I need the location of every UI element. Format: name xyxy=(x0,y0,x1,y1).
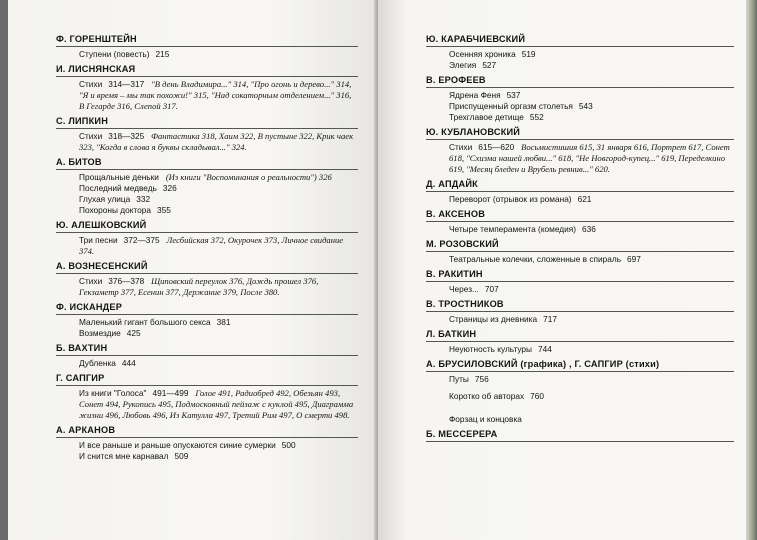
author-name: Ф. ГОРЕНШТЕЙН xyxy=(56,34,137,44)
author-name: М. РОЗОВСКИЙ xyxy=(426,239,499,249)
entry-title: Глухая улица xyxy=(79,194,131,204)
section-divider xyxy=(56,273,358,274)
toc-section xyxy=(426,359,734,425)
page-number: 527 xyxy=(482,60,497,70)
toc-entry xyxy=(79,235,358,257)
entry-title: Коротко об авторах xyxy=(449,391,525,401)
author-name: В. АКСЕНОВ xyxy=(426,209,486,219)
section-divider xyxy=(426,87,734,88)
page-number: 636 xyxy=(582,224,596,234)
toc-section xyxy=(56,116,358,153)
contents-list: Голое 491, Радиобред 492, Обезьян 493, Сонет 494, Рукопись 495, Подмосковный пейзаж с куклой 495, Диаграмма жизни 496, Любовь 496, Из Катулла 497, Третий Рим 497, О смерти 498. xyxy=(79,388,354,420)
page-number: 318—325 xyxy=(108,131,145,141)
toc-entry xyxy=(79,49,358,60)
page-number: 381 xyxy=(216,317,231,327)
page-number: 500 xyxy=(281,440,296,450)
section-divider xyxy=(56,232,358,233)
toc-entry xyxy=(449,391,734,402)
works-list xyxy=(426,374,734,425)
page-number: 425 xyxy=(126,328,141,338)
toc-section xyxy=(56,373,358,421)
author-name: Г. САПГИР xyxy=(56,373,105,383)
page-number: 326 xyxy=(162,183,177,193)
works-list xyxy=(426,224,734,235)
author-name: Ю. КАРАБЧИЕВСКИЙ xyxy=(426,34,526,44)
author-name: А. БИТОВ xyxy=(56,157,102,167)
author-name: И. ЛИСНЯНСКАЯ xyxy=(56,64,136,74)
toc-section xyxy=(426,299,734,325)
author-name: Д. АПДАЙК xyxy=(426,179,478,189)
entry-title: Страницы из дневника xyxy=(449,314,538,324)
toc-entry xyxy=(79,317,358,328)
toc-section xyxy=(426,329,734,355)
author-name: С. ЛИПКИН xyxy=(56,116,109,126)
works-list xyxy=(56,317,358,339)
entry-title: Маленький гигант большого секса xyxy=(79,317,211,327)
works-list xyxy=(56,235,358,257)
toc-entry xyxy=(449,142,734,175)
author-name: Ю. КУБЛАНОВСКИЙ xyxy=(426,127,521,137)
contents-list: (Из книги "Воспоминания о реальности") 326 xyxy=(165,172,332,182)
page-number: 314—317 xyxy=(108,79,145,89)
section-divider xyxy=(56,128,358,129)
entry-title: Осенняя хроника xyxy=(449,49,516,59)
toc-entry xyxy=(449,60,734,71)
contents-list: Фантастика 318, Хаим 322, В пустыне 322, Крик чаек 323, "Когда в слова я буквы складывал..." 324. xyxy=(79,131,354,152)
toc-entry xyxy=(79,205,358,216)
page-number: 621 xyxy=(577,194,592,204)
toc-entry xyxy=(449,90,734,101)
works-list xyxy=(426,344,734,355)
page-number: 519 xyxy=(521,49,536,59)
works-list xyxy=(426,90,734,123)
toc-entry xyxy=(449,112,734,123)
entry-title: Переворот (отрывок из романа) xyxy=(449,194,572,204)
section-divider xyxy=(426,251,734,252)
works-list xyxy=(56,388,358,421)
toc-entry xyxy=(79,358,358,369)
author-name: А. БРУСИЛОВСКИЙ (графика) , Г. САПГИР (стихи) xyxy=(426,359,660,369)
contents-list: Щиповский переулок 376, Дождь прошел 376, Гекзаметр 377, Есенин 377, Держание 379, После 380. xyxy=(79,276,319,297)
toc-entry xyxy=(449,414,734,425)
works-list xyxy=(56,440,358,462)
toc-section xyxy=(56,425,358,462)
toc-section xyxy=(426,75,734,123)
author-name: В. ТРОСТНИКОВ xyxy=(426,299,504,309)
section-divider xyxy=(426,311,734,312)
works-list xyxy=(56,79,358,112)
page-number: 744 xyxy=(538,344,552,354)
entry-title: Театральные колечки, сложенные в спираль xyxy=(449,254,622,264)
section-divider xyxy=(426,441,734,442)
page-number: 552 xyxy=(529,112,544,122)
entry-title: И все раньше и раньше опускаются синие сумерки xyxy=(79,440,276,450)
page-number: 215 xyxy=(155,49,170,59)
entry-title: Неуютность культуры xyxy=(449,344,533,354)
page-number: 491—499 xyxy=(152,388,189,398)
toc-entry xyxy=(79,451,358,462)
works-list xyxy=(426,314,734,325)
toc-entry xyxy=(79,328,358,339)
toc-entry xyxy=(79,388,358,421)
page-number: 376—378 xyxy=(108,276,145,286)
page-number: 760 xyxy=(530,391,544,401)
contents-list: Лесбийская 372, Окурочек 373, Личное свидание 374. xyxy=(79,235,344,256)
page-number: 332 xyxy=(136,194,151,204)
toc-entry xyxy=(449,254,734,265)
section-divider xyxy=(56,314,358,315)
works-list xyxy=(426,142,734,175)
toc-entry xyxy=(79,440,358,451)
page-number: 543 xyxy=(578,101,593,111)
contents-list: Восьмистишия 615, 31 января 616, Портрет 617, Сонет 618, "Схизма нашей любви..." 618, "Не Новгород-купец..." 619, Переделкино 619, "Месяц бледен и Врубель ревнив..." 620. xyxy=(449,142,730,174)
works-list xyxy=(426,254,734,265)
page-number: 444 xyxy=(121,358,136,368)
works-list xyxy=(426,194,734,205)
section-divider xyxy=(426,46,734,47)
toc-entry xyxy=(79,79,358,112)
author-name: В. ЕРОФЕЕВ xyxy=(426,75,486,85)
author-name: Ю. АЛЕШКОВСКИЙ xyxy=(56,220,147,230)
toc-section xyxy=(426,127,734,175)
toc-entry xyxy=(79,194,358,205)
works-list xyxy=(56,276,358,298)
toc-section xyxy=(56,157,358,216)
section-divider xyxy=(56,355,358,356)
author-name: А. АРКАНОВ xyxy=(56,425,116,435)
page-number: 615—620 xyxy=(478,142,515,152)
entry-title: Из книги "Голоса" xyxy=(79,388,147,398)
toc-section xyxy=(426,269,734,295)
toc-section xyxy=(426,179,734,205)
page-number: 697 xyxy=(627,254,641,264)
author-name: Б. МЕССЕРЕРА xyxy=(426,429,498,439)
toc-entry xyxy=(449,194,734,205)
entry-title: Дубленка xyxy=(79,358,116,368)
section-divider xyxy=(426,371,734,372)
page-number: 372—375 xyxy=(123,235,160,245)
toc-section xyxy=(56,34,358,60)
entry-title: Стихи xyxy=(79,276,103,286)
page-number: 717 xyxy=(543,314,557,324)
toc-entry xyxy=(79,276,358,298)
author-name: Л. БАТКИН xyxy=(426,329,477,339)
left-page xyxy=(8,0,378,540)
section-divider xyxy=(426,341,734,342)
section-divider xyxy=(426,191,734,192)
section-divider xyxy=(56,437,358,438)
entry-title: Прощальные деньки xyxy=(79,172,159,182)
entry-title: Четыре темперамента (комедия) xyxy=(449,224,577,234)
entry-title: Стихи xyxy=(449,142,473,152)
section-divider xyxy=(56,385,358,386)
toc-entry xyxy=(79,183,358,194)
entry-title: Последний медведь xyxy=(79,183,157,193)
section-divider xyxy=(56,169,358,170)
page-number: 509 xyxy=(174,451,189,461)
toc-entry xyxy=(449,314,734,325)
author-name: Б. ВАХТИН xyxy=(56,343,108,353)
toc-section xyxy=(56,302,358,339)
toc-entry xyxy=(449,344,734,355)
toc-section xyxy=(426,429,734,442)
author-name: А. ВОЗНЕСЕНСКИЙ xyxy=(56,261,148,271)
toc-section xyxy=(426,239,734,265)
toc-section xyxy=(426,34,734,71)
author-name: В. РАКИТИН xyxy=(426,269,483,279)
toc-entry xyxy=(449,284,734,295)
works-list xyxy=(426,284,734,295)
right-page xyxy=(378,0,746,540)
toc-section xyxy=(426,209,734,235)
toc-section xyxy=(56,64,358,112)
section-divider xyxy=(426,281,734,282)
entry-title: И снится мне карнавал xyxy=(79,451,169,461)
entry-title: Путы xyxy=(449,374,469,384)
entry-title: Похороны доктора xyxy=(79,205,151,215)
entry-title: Трехглавое детище xyxy=(449,112,524,122)
toc-entry xyxy=(449,224,734,235)
toc-section xyxy=(56,343,358,369)
entry-title: Три песни xyxy=(79,235,118,245)
works-list xyxy=(56,172,358,216)
entry-title: Элегия xyxy=(449,60,477,70)
toc-entry xyxy=(79,172,358,183)
entry-title: Стихи xyxy=(79,131,103,141)
entry-title: Возмездие xyxy=(79,328,121,338)
section-divider xyxy=(426,139,734,140)
works-list xyxy=(56,358,358,369)
page-edge xyxy=(746,0,757,540)
page-number: 355 xyxy=(156,205,171,215)
works-list xyxy=(56,49,358,60)
toc-entry xyxy=(79,131,358,153)
contents-list: "В день Владимира..." 314, "Про огонь и дерево..." 314, "Я и время – мы так похожи!" 315, "Над сокаторным отделением..." 316, В Гегарде 316, Слепой 317. xyxy=(79,79,352,111)
toc-section xyxy=(56,261,358,298)
toc-section xyxy=(56,220,358,257)
section-divider xyxy=(56,46,358,47)
toc-entry xyxy=(449,374,734,385)
toc-entry xyxy=(449,49,734,60)
entry-title: Ступени (повесть) xyxy=(79,49,150,59)
section-divider xyxy=(426,221,734,222)
entry-title: Через... xyxy=(449,284,479,294)
author-name: Ф. ИСКАНДЕР xyxy=(56,302,123,312)
works-list xyxy=(56,131,358,153)
works-list xyxy=(426,49,734,71)
page-number: 756 xyxy=(474,374,489,384)
entry-title: Форзац и концовка xyxy=(449,414,522,424)
toc-entry xyxy=(449,101,734,112)
entry-title: Приспущенный оргазм столетья xyxy=(449,101,573,111)
page-number: 537 xyxy=(506,90,521,100)
entry-title: Ядрена Феня xyxy=(449,90,501,100)
section-divider xyxy=(56,76,358,77)
entry-title: Стихи xyxy=(79,79,103,89)
page-number: 707 xyxy=(484,284,499,294)
